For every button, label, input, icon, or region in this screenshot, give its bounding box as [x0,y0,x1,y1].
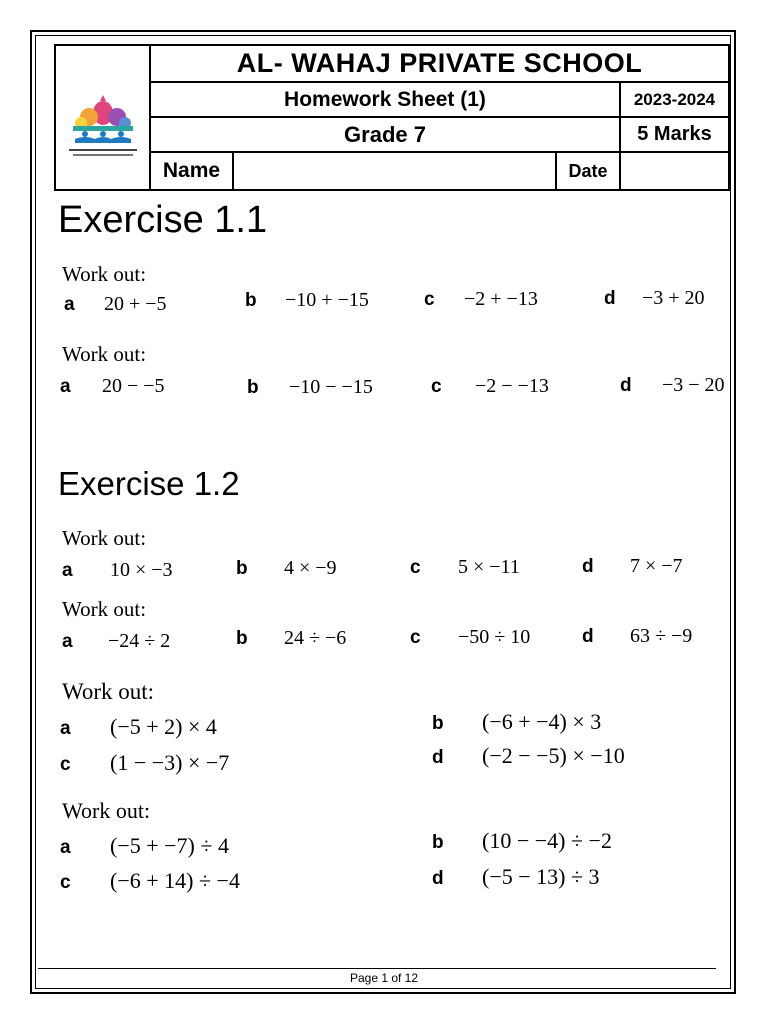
instruction: Work out: [62,526,147,550]
header-table [54,44,730,191]
question-label: b [236,558,248,579]
footer-divider [38,968,716,969]
question-expression: −2 − −13 [475,375,549,397]
question-expression: 20 − −5 [102,375,165,397]
question-label: d [582,556,594,577]
question-expression: 24 ÷ −6 [284,627,347,649]
question-expression: 7 × −7 [630,555,683,577]
grade-label: Grade 7 [151,118,621,153]
question-expression: −24 ÷ 2 [108,630,171,652]
question-label: a [60,837,71,858]
question-label: a [64,294,75,315]
question-expression: (−5 + 2) × 4 [110,714,217,739]
instruction: Work out: [62,342,147,366]
question-expression: (−6 + 14) ÷ −4 [110,868,240,893]
question-expression: (−6 + −4) × 3 [482,709,602,734]
page-number: Page 1 of 12 [349,971,419,985]
question-item [60,835,229,857]
name-field[interactable] [234,153,557,189]
question-expression: (−2 − −5) × −10 [482,743,625,768]
instruction: Work out: [62,597,147,621]
question-expression: −10 + −15 [285,289,369,311]
question-label: c [410,627,421,648]
question-expression: (1 − −3) × −7 [110,750,230,775]
question-expression: (−5 − 13) ÷ 3 [482,864,600,889]
marks-label: 5 Marks [621,118,728,153]
exercise-1-1-title: Exercise 1.1 [58,199,268,241]
question-expression: −3 + 20 [642,287,705,309]
question-item [432,745,625,767]
question-label: b [247,377,259,398]
question-item [236,558,337,578]
school-logo [56,46,151,189]
question-label: d [432,868,444,889]
name-label: Name [151,153,234,189]
date-field[interactable] [621,153,728,189]
question-item [64,294,167,314]
question-item [62,560,173,580]
question-label: b [432,832,444,853]
question-label: c [431,376,442,397]
question-label: d [582,626,594,647]
sheet-title: Homework Sheet (1) [151,83,621,118]
question-item [432,866,600,888]
question-label: c [60,872,71,893]
question-label: c [424,289,435,310]
instruction: Work out: [62,679,155,704]
question-expression: −2 + −13 [464,288,538,310]
academic-year: 2023-2024 [621,83,728,118]
question-item [604,288,705,308]
question-item [410,627,530,647]
question-label: b [432,713,444,734]
question-expression: 4 × −9 [284,557,337,579]
question-label: a [60,376,71,397]
question-item [582,626,692,646]
question-item [432,711,601,733]
question-item [582,556,683,576]
question-label: a [62,560,73,581]
question-expression: 20 + −5 [104,293,167,315]
question-item [247,377,373,397]
instruction: Work out: [62,262,147,286]
question-item [60,716,217,738]
date-label: Date [557,153,621,189]
question-expression: 10 × −3 [110,559,173,581]
question-expression: 63 ÷ −9 [630,625,693,647]
school-logo-icon [63,73,143,163]
question-expression: 5 × −11 [458,556,520,578]
question-item [60,376,165,396]
question-item [236,628,346,648]
question-label: a [62,631,73,652]
question-item [431,376,549,396]
question-label: c [410,557,421,578]
question-item [245,290,369,310]
question-item [60,870,240,892]
question-expression: (−5 + −7) ÷ 4 [110,833,229,858]
question-item [432,830,612,852]
question-label: a [60,718,71,739]
question-item [424,289,538,309]
question-expression: −3 − 20 [662,374,725,396]
question-label: d [432,747,444,768]
question-label: b [245,290,257,311]
instruction: Work out: [62,798,151,823]
question-label: c [60,754,71,775]
question-label: d [604,288,616,309]
question-expression: −50 ÷ 10 [458,626,531,648]
question-item [62,631,170,651]
question-expression: (10 − −4) ÷ −2 [482,828,612,853]
question-item [60,752,229,774]
question-label: d [620,375,632,396]
school-name: AL- WAHAJ PRIVATE SCHOOL [151,46,728,83]
exercise-1-2-title: Exercise 1.2 [58,465,240,502]
question-label: b [236,628,248,649]
question-item [620,375,725,395]
question-item [410,557,520,577]
question-expression: −10 − −15 [289,376,373,398]
